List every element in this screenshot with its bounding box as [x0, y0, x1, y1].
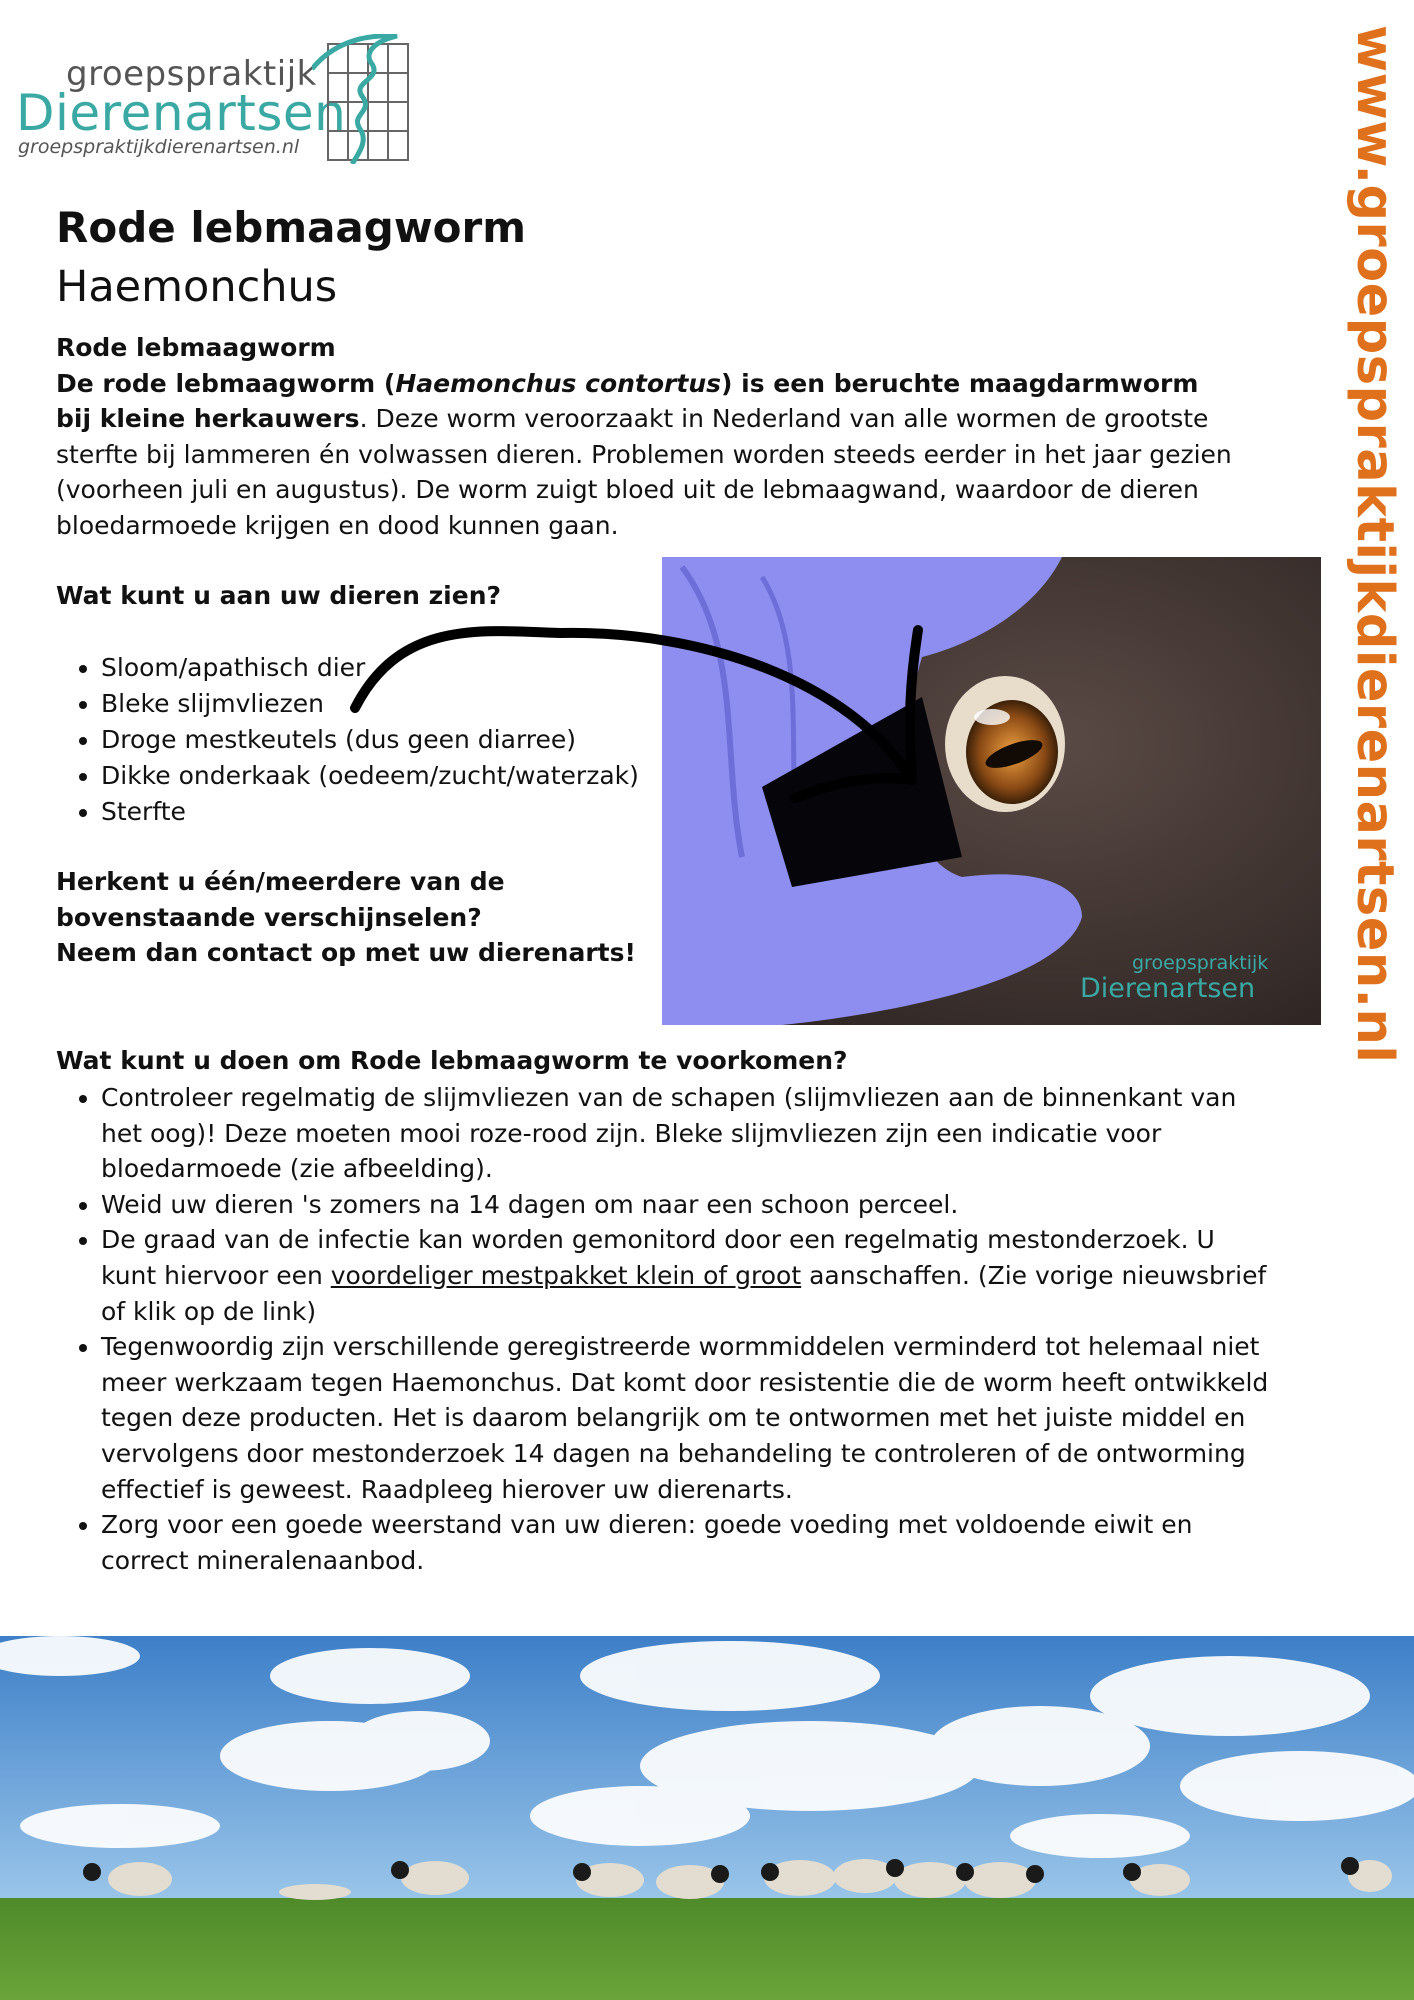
sheep-landscape-photo: [0, 1636, 1414, 2000]
intro-paragraph: De rode lebmaagworm (Haemonchus contortus) is een beruchte maagdarmworm bij kleine herkauwers. Deze worm veroorzaakt in Nederland van alle wormen de grootste sterfte bij lammeren én volwassen dieren. Problemen worden steeds eerder in het jaar gezien (voorheen juli en augustus). De worm zuigt bloed uit de lebmaagwand, waardoor de dieren bloedarmoede krijgen en dood kunnen gaan.: [56, 368, 1232, 540]
mestpakket-link[interactable]: voordeliger mestpakket klein of groot: [330, 1260, 802, 1290]
logo-text-top: groepspraktijk: [66, 54, 317, 94]
prevention-list: [56, 1080, 1271, 1578]
symptoms-heading: Wat kunt u aan uw dieren zien?: [56, 581, 502, 610]
list-item: • Dikke onderkaak (oedeem/zucht/waterzak): [101, 758, 639, 794]
logo-text-main: Dierenartsen: [16, 84, 347, 142]
prevention-heading: Wat kunt u doen om Rode lebmaagworm te voorkomen?: [56, 1046, 848, 1075]
vertical-website-url: www.groepspraktijkdierenartsen.nl: [1345, 25, 1404, 1064]
list-item: • Bleke slijmvliezen: [101, 686, 639, 722]
list-item: • Sterfte: [101, 794, 639, 830]
page-title: Rode lebmaagworm: [56, 203, 526, 252]
list-item: • De graad van de infectie kan worden gemonitord door een regelmatig mestonderzoek. U kunt hiervoor een voordeliger mestpakket klein of groot aanschaffen. (Zie vorige nieuwsbrief of klik op de link): [101, 1222, 1271, 1329]
species-name: Haemonchus contortus: [395, 368, 722, 398]
list-item: • Zorg voor een goede weerstand van uw dieren: goede voeding met voldoende eiwit en correct mineralenaanbod.: [101, 1507, 1271, 1578]
photo-watermark-top: groepspraktijk: [1132, 952, 1269, 974]
page-subtitle: Haemonchus: [56, 262, 338, 312]
photo-watermark-main: Dierenartsen: [1080, 973, 1256, 1004]
logo-url: groepspraktijkdierenartsen.nl: [18, 136, 300, 158]
list-item: • Sloom/apathisch dier: [101, 650, 639, 686]
callout-text: Herkent u één/meerdere van de bovenstaande verschijnselen? Neem dan contact op met uw dierenarts!: [56, 867, 636, 968]
list-item: • Droge mestkeutels (dus geen diarree): [101, 722, 639, 758]
list-item: • Controleer regelmatig de slijmvliezen van de schapen (slijmvliezen aan de binnenkant van het oog)! Deze moeten mooi roze-rood zijn. Bleke slijmvliezen zijn een indicatie voor bloedarmoede (zie afbeelding).: [101, 1080, 1271, 1187]
list-item: • Tegenwoordig zijn verschillende geregistreerde wormmiddelen verminderd tot helemaal niet meer werkzaam tegen Haemonchus. Dat komt door resistentie die de worm heeft ontwikkeld tegen deze producten. Het is daarom belangrijk om te ontwormen met het juiste middel en vervolgens door mestonderzoek 14 dagen na behandeling te controleren of de ontworming effectief is geweest. Raadpleeg hierover uw dierenarts.: [101, 1329, 1271, 1507]
intro-heading: Rode lebmaagworm: [56, 333, 336, 362]
list-item: • Weid uw dieren 's zomers na 14 dagen om naar een schoon perceel.: [101, 1187, 1271, 1223]
